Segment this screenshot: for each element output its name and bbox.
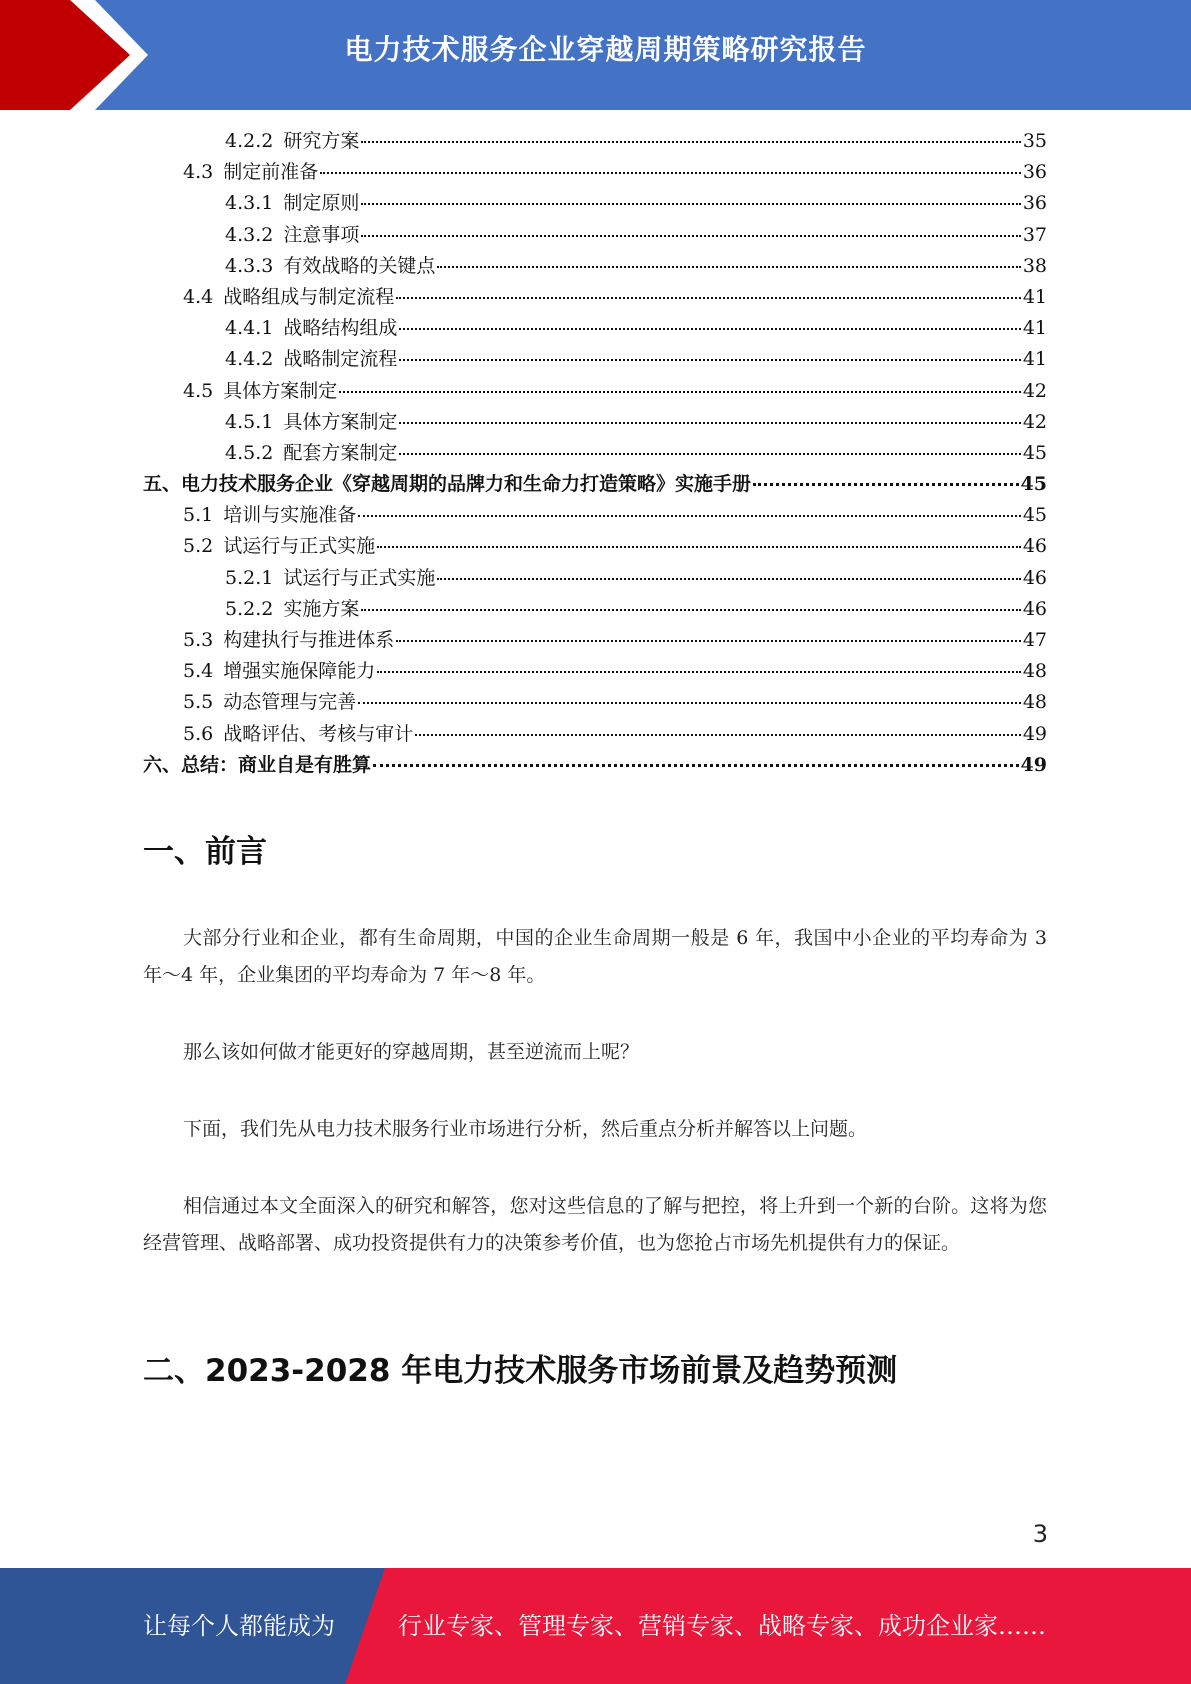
toc-entry-page: 46 bbox=[1022, 597, 1047, 620]
toc-entry-label: 有效战略的关键点 bbox=[283, 254, 436, 277]
toc-entry-label: 战略评估、考核与审计 bbox=[223, 722, 414, 745]
toc-entry-page: 41 bbox=[1022, 285, 1047, 308]
toc-entry[interactable] bbox=[143, 407, 1047, 438]
page-number: 3 bbox=[1032, 1520, 1048, 1548]
footer-slogan-left: 让每个人都能成为 bbox=[143, 1612, 335, 1640]
toc-entry-label: 战略结构组成 bbox=[283, 317, 398, 340]
toc-entry-number: 4.4.2 bbox=[225, 348, 274, 371]
toc-entry[interactable] bbox=[143, 188, 1047, 219]
toc-entry[interactable] bbox=[143, 157, 1047, 188]
toc-dot-leader bbox=[437, 577, 1020, 580]
toc-entry-page: 38 bbox=[1022, 254, 1047, 277]
toc-entry[interactable] bbox=[143, 282, 1047, 313]
toc-entry-number: 4.3 bbox=[183, 161, 214, 184]
toc-entry-number: 4.5 bbox=[183, 379, 214, 402]
toc-entry-number: 5.2.2 bbox=[225, 597, 274, 620]
table-of-contents bbox=[143, 126, 1047, 781]
toc-entry-label: 注意事项 bbox=[283, 223, 360, 246]
toc-entry-page: 45 bbox=[1020, 473, 1047, 496]
section-heading-preface: 一、前言 bbox=[143, 834, 267, 870]
toc-entry[interactable] bbox=[143, 220, 1047, 251]
toc-dot-leader bbox=[361, 608, 1020, 611]
toc-entry-page: 49 bbox=[1022, 722, 1047, 745]
toc-entry[interactable] bbox=[143, 500, 1047, 531]
toc-dot-leader bbox=[753, 482, 1019, 486]
toc-entry-page: 37 bbox=[1022, 223, 1047, 246]
toc-entry[interactable] bbox=[143, 719, 1047, 750]
toc-entry[interactable] bbox=[143, 438, 1047, 469]
toc-dot-leader bbox=[399, 452, 1020, 455]
section-heading-market-outlook: 二、2023-2028 年电力技术服务市场前景及趋势预测 bbox=[143, 1353, 898, 1389]
toc-entry[interactable] bbox=[143, 469, 1047, 500]
toc-dot-leader bbox=[320, 171, 1021, 174]
paragraph: 相信通过本文全面深入的研究和解答，您对这些信息的了解与把控，将上升到一个新的台阶。这将为您经营管理、战略部署、成功投资提供有力的决策参考价值，也为您抢占市场先机提供有力的保证。 bbox=[143, 1195, 1047, 1254]
toc-entry-label: 制定前准备 bbox=[223, 161, 319, 184]
toc-entry-number: 4.4.1 bbox=[225, 317, 274, 340]
header-title: 电力技术服务企业穿越周期策略研究报告 bbox=[344, 33, 867, 66]
toc-entry-label: 战略制定流程 bbox=[283, 348, 398, 371]
toc-entry-page: 46 bbox=[1022, 566, 1047, 589]
toc-entry-number: 4.5.2 bbox=[225, 441, 274, 464]
toc-entry-label: 试运行与正式实施 bbox=[223, 535, 376, 558]
toc-entry[interactable] bbox=[143, 656, 1047, 687]
page-header bbox=[0, 0, 1191, 110]
toc-entry-page: 49 bbox=[1020, 753, 1047, 776]
toc-entry-label: 实施方案 bbox=[283, 597, 360, 620]
toc-entry-label: 五、电力技术服务企业《穿越周期的品牌力和生命力打造策略》实施手册 bbox=[143, 473, 752, 496]
toc-dot-leader bbox=[361, 202, 1020, 205]
toc-entry-page: 41 bbox=[1022, 348, 1047, 371]
toc-dot-leader bbox=[437, 265, 1020, 268]
toc-entry-number: 4.3.1 bbox=[225, 192, 274, 215]
toc-entry-page: 41 bbox=[1022, 317, 1047, 340]
toc-entry-number: 5.5 bbox=[183, 691, 214, 714]
toc-dot-leader bbox=[396, 639, 1021, 642]
toc-entry-label: 具体方案制定 bbox=[283, 410, 398, 433]
toc-entry-label: 构建执行与推进体系 bbox=[223, 629, 395, 651]
toc-entry-number: 5.6 bbox=[183, 722, 214, 745]
toc-dot-leader bbox=[361, 140, 1020, 143]
toc-entry-number: 5.3 bbox=[183, 629, 214, 651]
toc-entry-page: 45 bbox=[1022, 441, 1047, 464]
toc-dot-leader bbox=[373, 763, 1019, 767]
toc-entry-page: 48 bbox=[1022, 660, 1047, 683]
toc-entry-page: 36 bbox=[1022, 161, 1047, 184]
toc-entry-label: 增强实施保障能力 bbox=[223, 660, 376, 683]
toc-entry-number: 4.5.1 bbox=[225, 410, 274, 433]
toc-entry[interactable] bbox=[143, 344, 1047, 375]
paragraph: 下面，我们先从电力技术服务行业市场进行分析，然后重点分析并解答以上问题。 bbox=[183, 1118, 868, 1140]
toc-entry[interactable] bbox=[143, 563, 1047, 594]
toc-entry-number: 5.4 bbox=[183, 660, 214, 683]
toc-entry[interactable] bbox=[143, 126, 1047, 157]
toc-entry-label: 六、总结：商业自是有胜算 bbox=[143, 753, 372, 776]
toc-dot-leader bbox=[415, 733, 1021, 736]
toc-entry-number: 5.1 bbox=[183, 504, 214, 527]
paragraph: 那么该如何做才能更好的穿越周期，甚至逆流而上呢？ bbox=[183, 1041, 640, 1063]
toc-entry-label: 配套方案制定 bbox=[283, 441, 398, 464]
toc-entry-page: 45 bbox=[1022, 504, 1047, 527]
toc-entry-number: 5.2.1 bbox=[225, 566, 274, 589]
toc-entry-number: 5.2 bbox=[183, 535, 214, 558]
toc-dot-leader bbox=[399, 358, 1020, 361]
toc-entry[interactable] bbox=[143, 376, 1047, 407]
toc-entry[interactable] bbox=[143, 750, 1047, 781]
toc-entry-label: 战略组成与制定流程 bbox=[223, 285, 395, 308]
toc-entry-number: 4.2.2 bbox=[225, 130, 274, 152]
toc-entry-label: 试运行与正式实施 bbox=[283, 566, 436, 589]
toc-entry[interactable] bbox=[143, 251, 1047, 282]
toc-dot-leader bbox=[339, 390, 1021, 393]
toc-entry-number: 4.3.2 bbox=[225, 223, 274, 246]
toc-dot-leader bbox=[399, 421, 1020, 424]
paragraph: 大部分行业和企业，都有生命周期，中国的企业生命周期一般是 6 年，我国中小企业的平均寿命为 3 年～4 年，企业集团的平均寿命为 7 年～8 年。 bbox=[143, 927, 1047, 986]
toc-entry[interactable] bbox=[143, 313, 1047, 344]
toc-entry-page: 36 bbox=[1022, 192, 1047, 215]
toc-dot-leader bbox=[358, 514, 1021, 517]
toc-entry-number: 4.4 bbox=[183, 285, 214, 308]
toc-dot-leader bbox=[358, 701, 1021, 704]
toc-entry-page: 46 bbox=[1022, 535, 1047, 558]
toc-entry-number: 4.3.3 bbox=[225, 254, 274, 277]
toc-dot-leader bbox=[361, 234, 1020, 237]
toc-entry-page: 42 bbox=[1022, 379, 1047, 402]
toc-entry-label: 动态管理与完善 bbox=[223, 691, 357, 714]
toc-entry-label: 具体方案制定 bbox=[223, 379, 338, 402]
footer-slogan-right: 行业专家、管理专家、营销专家、战略专家、成功企业家…… bbox=[398, 1612, 1046, 1640]
toc-entry-label: 制定原则 bbox=[283, 192, 360, 215]
toc-entry-label: 研究方案 bbox=[283, 130, 360, 152]
toc-entry-label: 培训与实施准备 bbox=[223, 504, 357, 527]
toc-dot-leader bbox=[396, 296, 1021, 299]
page-footer bbox=[0, 1568, 1191, 1684]
toc-entry-page: 47 bbox=[1022, 629, 1047, 651]
toc-entry[interactable] bbox=[143, 625, 1047, 656]
toc-dot-leader bbox=[377, 670, 1021, 673]
toc-dot-leader bbox=[399, 327, 1020, 330]
toc-dot-leader bbox=[377, 545, 1021, 548]
toc-entry[interactable] bbox=[143, 687, 1047, 718]
toc-entry-page: 48 bbox=[1022, 691, 1047, 714]
toc-entry[interactable] bbox=[143, 594, 1047, 625]
toc-entry[interactable] bbox=[143, 531, 1047, 562]
toc-entry-page: 35 bbox=[1022, 130, 1047, 152]
toc-entry-page: 42 bbox=[1022, 410, 1047, 433]
